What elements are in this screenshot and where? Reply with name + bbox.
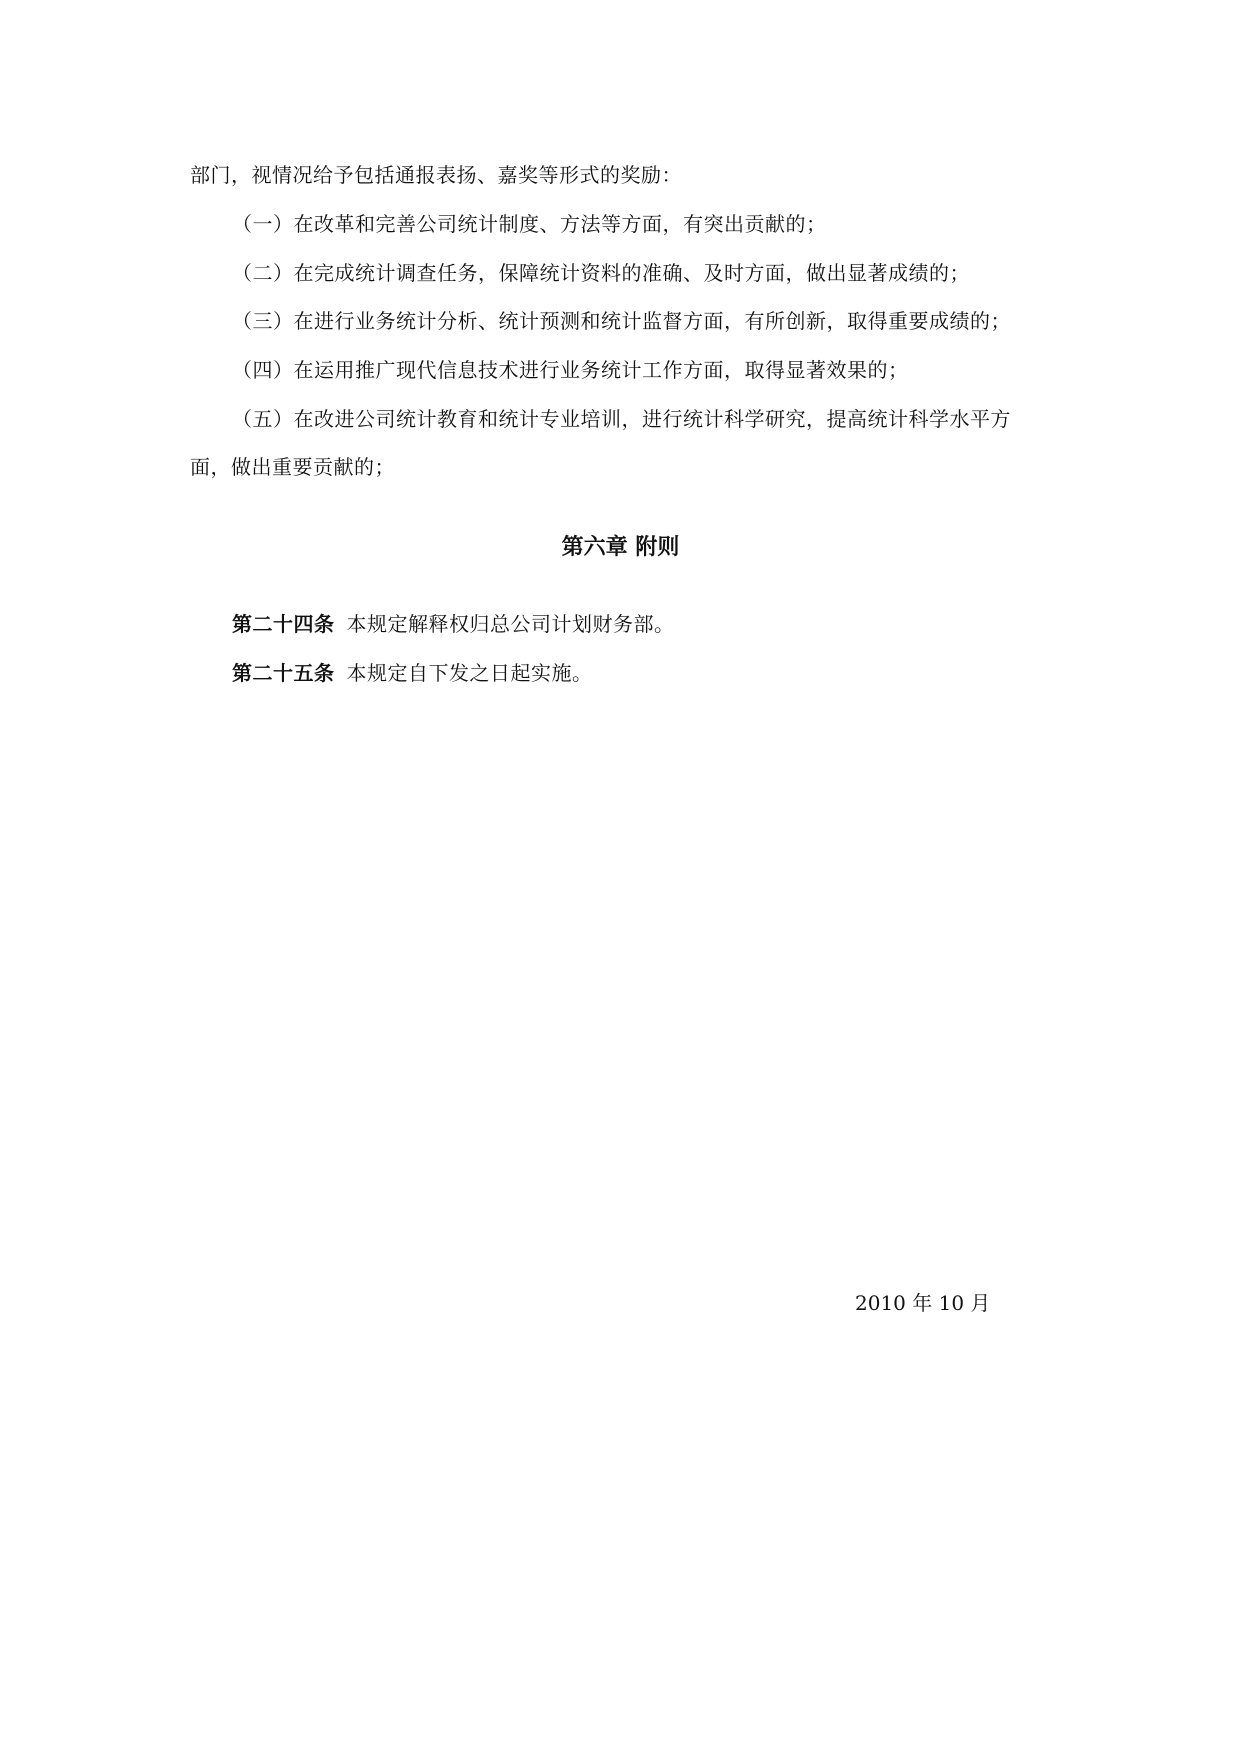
list-item-2: （二）在完成统计调查任务，保障统计资料的准确、及时方面，做出显著成绩的； (232, 261, 970, 285)
article-24-text: 本规定解释权归总公司计划财务部。 (346, 612, 675, 636)
document-date: 2010 年 10 月 (855, 1291, 991, 1315)
list-item-5-line-1: （五）在改进公司统计教育和统计专业培训，进行统计科学研究，提高统计科学水平方 (232, 407, 1011, 431)
list-item-1: （一）在改革和完善公司统计制度、方法等方面，有突出贡献的； (232, 212, 827, 236)
list-item-5-line-2: 面，做出重要贡献的； (190, 455, 395, 479)
article-25 (232, 659, 593, 687)
list-item-3: （三）在进行业务统计分析、统计预测和统计监督方面，有所创新，取得重要成绩的； (232, 309, 1011, 333)
article-25-label: 第二十五条 (232, 661, 335, 685)
article-24 (232, 610, 675, 638)
article-24-label: 第二十四条 (232, 612, 335, 636)
paragraph-continuation: 部门，视情况给予包括通报表扬、嘉奖等形式的奖励： (190, 163, 682, 187)
chapter-heading: 第六章 附则 (561, 535, 680, 560)
list-item-4: （四）在运用推广现代信息技术进行业务统计工作方面，取得显著效果的； (232, 358, 909, 382)
article-25-text: 本规定自下发之日起实施。 (346, 661, 593, 685)
